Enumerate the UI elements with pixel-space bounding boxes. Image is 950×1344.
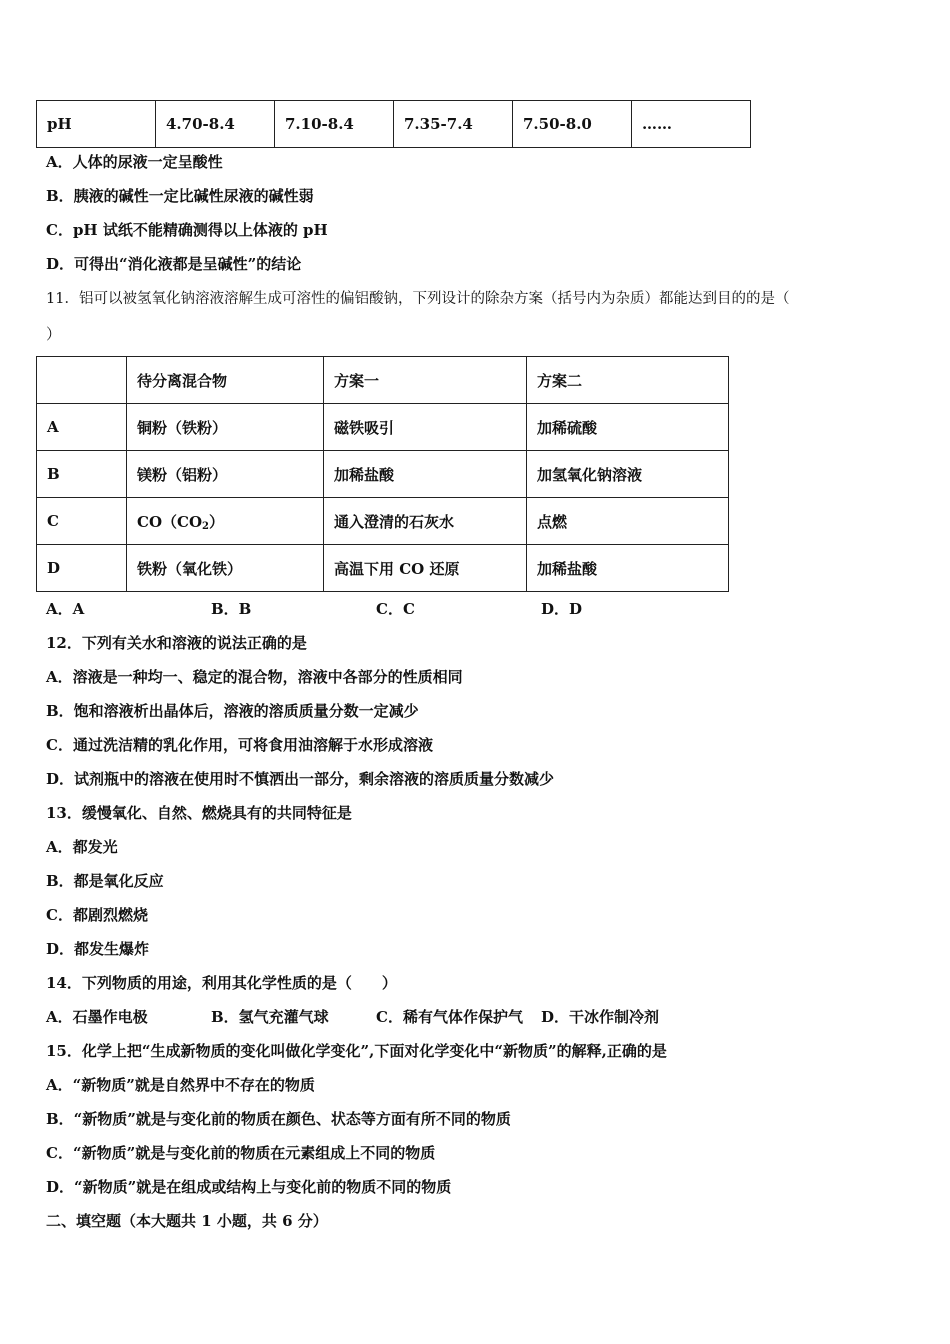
header-cell-empty — [37, 357, 127, 404]
ph-cell: 4.70-8.4 — [156, 101, 275, 148]
row-plan1: 加稀盐酸 — [324, 451, 527, 498]
q11-stem-line1: 11．铝可以被氢氧化钠溶液溶解生成可溶性的偏铝酸钠，下列设计的除杂方案（括号内为杂质）都能达到目的的是（ — [46, 291, 790, 307]
ph-cell: …… — [632, 101, 751, 148]
q14-option-d: D．干冰作制冷剂 — [541, 1008, 660, 1026]
q13-option-a: A．都发光 — [46, 838, 118, 856]
row-label: A — [37, 404, 127, 451]
ph-cell: 7.10-8.4 — [275, 101, 394, 148]
q11-stem-line2: ） — [46, 325, 62, 343]
row-label: B — [37, 451, 127, 498]
q13-option-b: B．都是氧化反应 — [46, 872, 164, 890]
q10-option-d: D．可得出“消化液都是呈碱性”的结论 — [46, 255, 302, 273]
q15-option-d: D．“新物质”就是在组成或结构上与变化前的物质不同的物质 — [46, 1178, 452, 1196]
q12-stem: 12．下列有关水和溶液的说法正确的是 — [46, 634, 307, 652]
q14-option-b: B．氢气充灌气球 — [211, 1008, 329, 1026]
row-plan1: 通入澄清的石灰水 — [324, 498, 527, 545]
row-mixture: 铜粉（铁粉） — [127, 404, 324, 451]
row-plan1: 磁铁吸引 — [324, 404, 527, 451]
q12-option-b: B．饱和溶液析出晶体后，溶液的溶质质量分数一定减少 — [46, 702, 419, 720]
q15-option-a: A．“新物质”就是自然界中不存在的物质 — [46, 1076, 315, 1094]
q12-option-c: C．通过洗洁精的乳化作用，可将食用油溶解于水形成溶液 — [46, 736, 433, 754]
q15-option-b: B．“新物质”就是与变化前的物质在颜色、状态等方面有所不同的物质 — [46, 1110, 511, 1128]
q15-option-c: C．“新物质”就是与变化前的物质在元素组成上不同的物质 — [46, 1144, 436, 1162]
mixture-text-end: ） — [208, 512, 224, 531]
header-cell-plan1: 方案一 — [324, 357, 527, 404]
q10-option-c: C．pH 试纸不能精确测得以上体液的 pH — [46, 221, 328, 239]
row-label: D — [37, 545, 127, 592]
q11-option-c: C．C — [376, 600, 415, 618]
q13-stem: 13．缓慢氧化、自然、燃烧具有的共同特征是 — [46, 804, 352, 822]
ph-cell: 7.35-7.4 — [394, 101, 513, 148]
ph-table-row — [37, 101, 751, 148]
row-plan2: 加稀盐酸 — [527, 545, 729, 592]
q12-option-d: D．试剂瓶中的溶液在使用时不慎洒出一部分，剩余溶液的溶质质量分数减少 — [46, 770, 555, 788]
row-plan2: 加稀硫酸 — [527, 404, 729, 451]
ph-cell-header: pH — [37, 101, 156, 148]
q11-option-d: D．D — [541, 600, 583, 618]
subscript: 2 — [202, 520, 209, 532]
table-row — [37, 404, 729, 451]
row-plan1: 高温下用 CO 还原 — [324, 545, 527, 592]
row-plan2: 点燃 — [527, 498, 729, 545]
ph-cell: 7.50-8.0 — [513, 101, 632, 148]
mixture-text: CO（CO — [137, 512, 203, 531]
q14-option-a: A．石墨作电极 — [46, 1008, 148, 1026]
table-header-row — [37, 357, 729, 404]
q10-option-b: B．胰液的碱性一定比碱性尿液的碱性弱 — [46, 187, 314, 205]
row-mixture: 镁粉（铝粉） — [127, 451, 324, 498]
row-plan2: 加氢氧化钠溶液 — [527, 451, 729, 498]
table-row — [37, 498, 729, 545]
q14-option-c: C．稀有气体作保护气 — [376, 1008, 523, 1026]
q10-option-a: A．人体的尿液一定呈酸性 — [46, 153, 223, 171]
table-row — [37, 451, 729, 498]
q11-table — [36, 356, 729, 592]
row-label: C — [37, 498, 127, 545]
q13-option-c: C．都剧烈燃烧 — [46, 906, 148, 924]
q11-option-a: A．A — [46, 600, 85, 618]
table-row — [37, 545, 729, 592]
row-mixture: 铁粉（氧化铁） — [127, 545, 324, 592]
q12-option-a: A．溶液是一种均一、稳定的混合物，溶液中各部分的性质相同 — [46, 668, 463, 686]
q15-stem: 15．化学上把“生成新物质的变化叫做化学变化”,下面对化学变化中“新物质”的解释,正确的是 — [46, 1042, 667, 1060]
ph-table — [36, 100, 751, 148]
row-mixture — [127, 498, 324, 545]
q13-option-d: D．都发生爆炸 — [46, 940, 150, 958]
q11-option-b: B．B — [211, 600, 252, 618]
q14-stem: 14．下列物质的用途，利用其化学性质的是（ ） — [46, 974, 397, 992]
section-heading: 二、填空题（本大题共 1 小题，共 6 分） — [46, 1212, 328, 1230]
header-cell-plan2: 方案二 — [527, 357, 729, 404]
header-cell-mixture: 待分离混合物 — [127, 357, 324, 404]
